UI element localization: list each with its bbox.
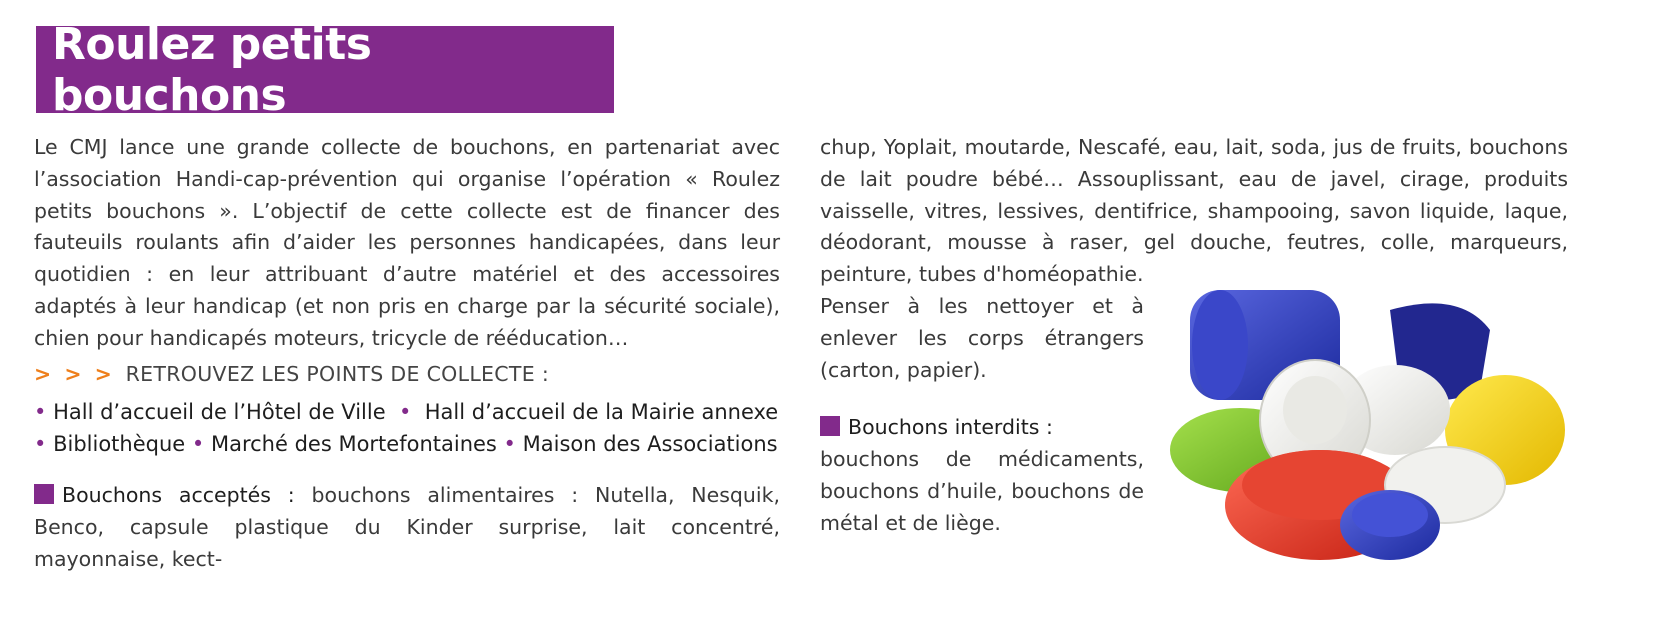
bullet-icon: • [191, 432, 205, 457]
bullet-icon: • [34, 400, 47, 425]
accepted-paragraph [34, 480, 780, 575]
bullet-icon: • [503, 432, 516, 457]
point-item: Hall d’accueil de l’Hôtel de Ville [53, 400, 386, 425]
point-item: Hall d’accueil de la Mairie annexe [424, 400, 779, 425]
forbidden-label: Bouchons interdits : [848, 415, 1053, 440]
point-item: Bibliothèque [53, 432, 186, 457]
square-bullet-icon [34, 484, 54, 504]
collection-points-heading [34, 359, 780, 391]
bottle-caps-image [1160, 280, 1600, 580]
accepted-text-part1: bouchons alimentaires : Nutella, Nesquik, Benco, capsule plastique du Kinder surprise, lait concentré, mayonnaise, kect- [34, 483, 781, 571]
forbidden-section [820, 412, 1144, 539]
accepted-label: Bouchons acceptés : [62, 483, 295, 508]
intro-paragraph: Le CMJ lance une grande collecte de bouchons, en partenariat avec l’association Handi-cap-prévention qui organise l’opération « Roulez petits bouchons ». L’objectif de cette collecte est de financer des fauteuils roulants afin d’aider les personnes handicapées, dans leur quotidien : en leur attribuant d’autre matériel et des accessoires adaptés à leur handicap (et non pris en charge par la sécurité sociale), chien pour handicapés moteurs, tricycle de rééducation… [34, 135, 780, 350]
point-item: Marché des Mortefontaines [210, 432, 497, 457]
accepted-continued: chup, Yoplait, moutarde, Nescafé, eau, lait, soda, jus de fruits, bouchons de lait poudre bébé… Assouplissant, eau de javel, cirage, produits vaisselle, vitres, lessives, dentifrice, shampooing, savon liquide, laque, déodorant, mousse à raser, gel douche, feutres, colle, marqueurs, peinture, tubes d'homéopathie. [820, 135, 1568, 287]
point-item: Maison des Associations [522, 432, 778, 457]
collection-points-list [34, 396, 780, 460]
bullet-icon: • [34, 432, 47, 457]
forbidden-text: bouchons de médicaments, bouchons d’huile, bouchons de métal et de liège. [820, 447, 1144, 535]
title-banner [36, 18, 614, 121]
left-column [34, 132, 780, 576]
cleaning-note: Penser à les nettoyer et à enlever les corps étrangers (carton, papier). [820, 293, 1144, 382]
page-title: Roulez petits bouchons [52, 18, 372, 121]
square-bullet-icon [820, 416, 840, 436]
bullet-icon: • [392, 400, 419, 425]
collection-points-label: RETROUVEZ LES POINTS DE COLLECTE : [125, 361, 550, 386]
arrows-icon: > > > [34, 361, 115, 386]
